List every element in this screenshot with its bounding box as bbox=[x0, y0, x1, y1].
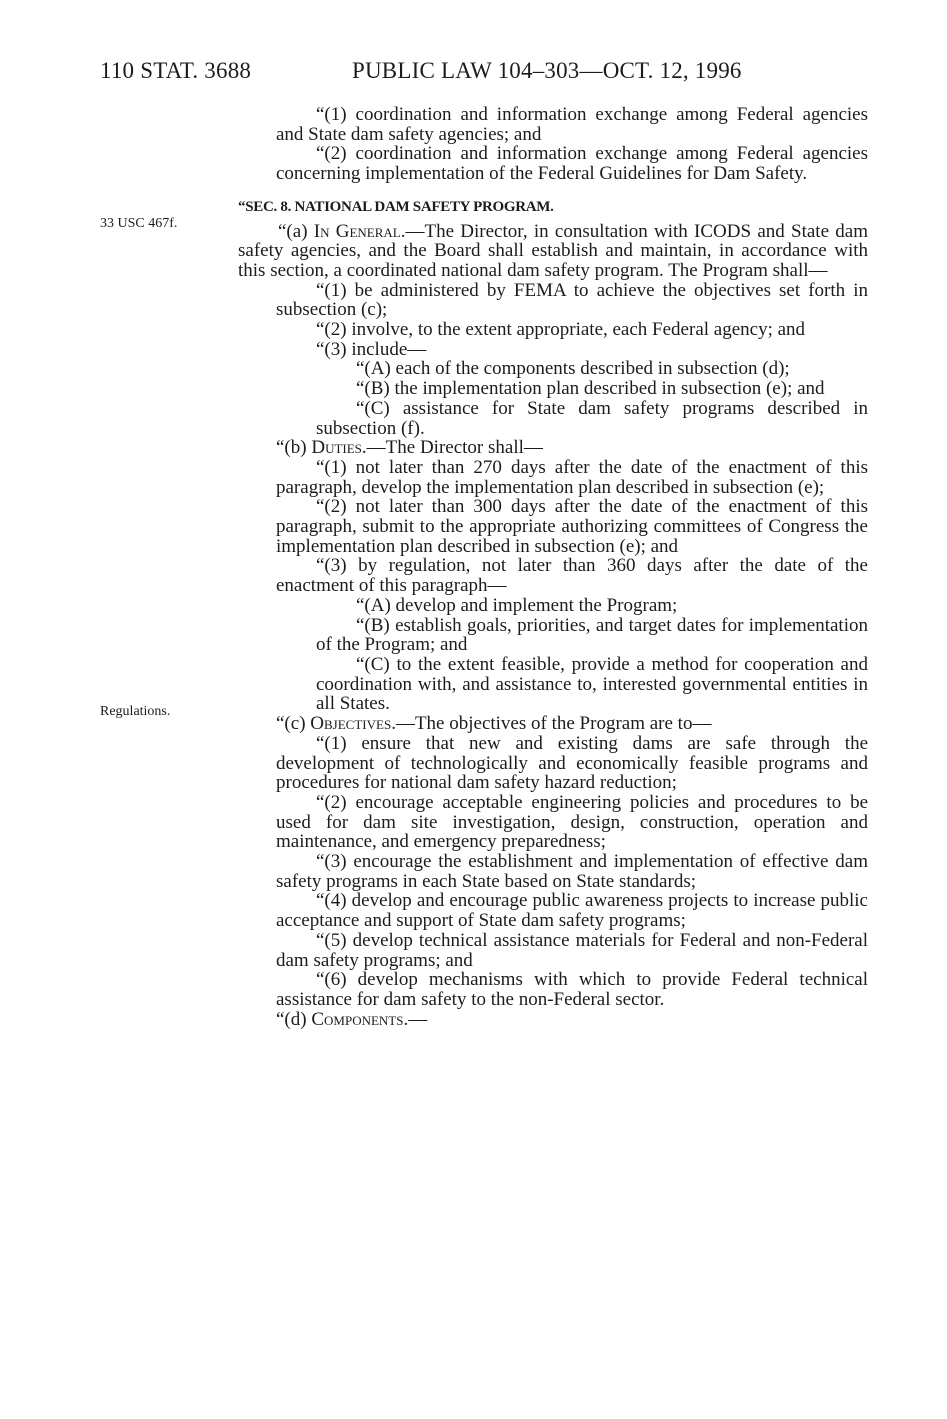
subsection-caption: In General bbox=[313, 220, 401, 242]
subsection-d bbox=[276, 1010, 868, 1030]
subsection-c bbox=[276, 714, 868, 734]
subparagraph: “(A) develop and implement the Program; bbox=[356, 594, 678, 616]
subparagraph: “(B) the implementation plan described in subsection (e); and bbox=[356, 378, 825, 400]
paragraph: “(3) encourage the establishment and implementation of effective dam safety programs in each State based on State standards; bbox=[276, 851, 868, 892]
subsection-text: .— bbox=[403, 1008, 428, 1030]
subparagraph: “(A) each of the components described in subsection (d); bbox=[356, 358, 790, 380]
paragraph: “(1) not later than 270 days after the date of the enactment of this paragraph, develop the implementation plan described in subsection (e); bbox=[276, 456, 868, 498]
stat-reference: 110 STAT. 3688 bbox=[100, 58, 252, 83]
subsection-label: “(a) bbox=[278, 220, 314, 242]
subparagraph: “(B) establish goals, priorities, and target dates for implementation of the Program; and bbox=[316, 614, 868, 656]
paragraph: “(1) coordination and information exchange among Federal agencies and State dam safety agencies; and bbox=[276, 104, 868, 145]
subsection-a bbox=[238, 222, 868, 281]
paragraph: “(3) include— bbox=[316, 338, 427, 360]
subsection-caption: Objectives bbox=[310, 713, 392, 735]
paragraph: “(5) develop technical assistance materials for Federal and non-Federal dam safety programs; and bbox=[276, 929, 868, 971]
usc-citation-note: 33 USC 467f. bbox=[100, 216, 178, 231]
section-heading: “SEC. 8. NATIONAL DAM SAFETY PROGRAM. bbox=[238, 198, 554, 215]
paragraph: “(4) develop and encourage public awareness projects to increase public acceptance and support of State dam safety programs; bbox=[276, 890, 868, 932]
statute-text bbox=[238, 104, 868, 1030]
paragraph: “(6) develop mechanisms with which to provide Federal technical assistance for dam safety to the non-Federal sector. bbox=[276, 969, 868, 1010]
paragraph: “(1) be administered by FEMA to achieve the objectives set forth in subsection (c); bbox=[276, 279, 868, 321]
regulations-note: Regulations. bbox=[100, 704, 171, 719]
subparagraph: “(C) to the extent feasible, provide a method for cooperation and coordination with, and assistance to, interested governmental entities in all States. bbox=[316, 653, 868, 715]
subsection-label: “(b) bbox=[276, 437, 312, 459]
paragraph: “(2) not later than 300 days after the date of the enactment of this paragraph, submit to the appropriate authorizing committees of Congress the implementation plan described in subsection (e); and bbox=[276, 496, 868, 557]
subsection-caption: Components bbox=[311, 1008, 404, 1030]
law-title: PUBLIC LAW 104–303—OCT. 12, 1996 bbox=[352, 58, 742, 83]
subsection-b bbox=[276, 438, 868, 458]
paragraph: “(2) involve, to the extent appropriate, each Federal agency; and bbox=[316, 319, 806, 341]
paragraph: “(2) encourage acceptable engineering policies and procedures to be used for dam site investigation, design, construction, operation and maintenance, and emergency preparedness; bbox=[276, 791, 868, 853]
subparagraph: “(C) assistance for State dam safety programs described in subsection (f). bbox=[316, 397, 868, 439]
subsection-text: .—The Director shall— bbox=[361, 437, 543, 459]
subsection-label: “(d) bbox=[276, 1008, 312, 1030]
subsection-text: .—The objectives of the Program are to— bbox=[391, 713, 712, 735]
paragraph: “(2) coordination and information exchange among Federal agencies concerning implementation of the Federal Guidelines for Dam Safety. bbox=[276, 143, 868, 185]
subsection-text: .—The Director, in consultation with ICODS and State dam safety agencies, and the Board shall establish and maintain, in accordance with this section, a coordinated national dam safety program. The Program shall— bbox=[238, 220, 868, 281]
paragraph: “(3) by regulation, not later than 360 days after the date of the enactment of this paragraph— bbox=[276, 555, 868, 597]
subsection-caption: Duties bbox=[311, 437, 362, 459]
subsection-label: “(c) bbox=[276, 713, 311, 735]
paragraph: “(1) ensure that new and existing dams are safe through the development of technologically and economically feasible programs and procedures for national dam safety hazard reduction; bbox=[276, 732, 868, 794]
